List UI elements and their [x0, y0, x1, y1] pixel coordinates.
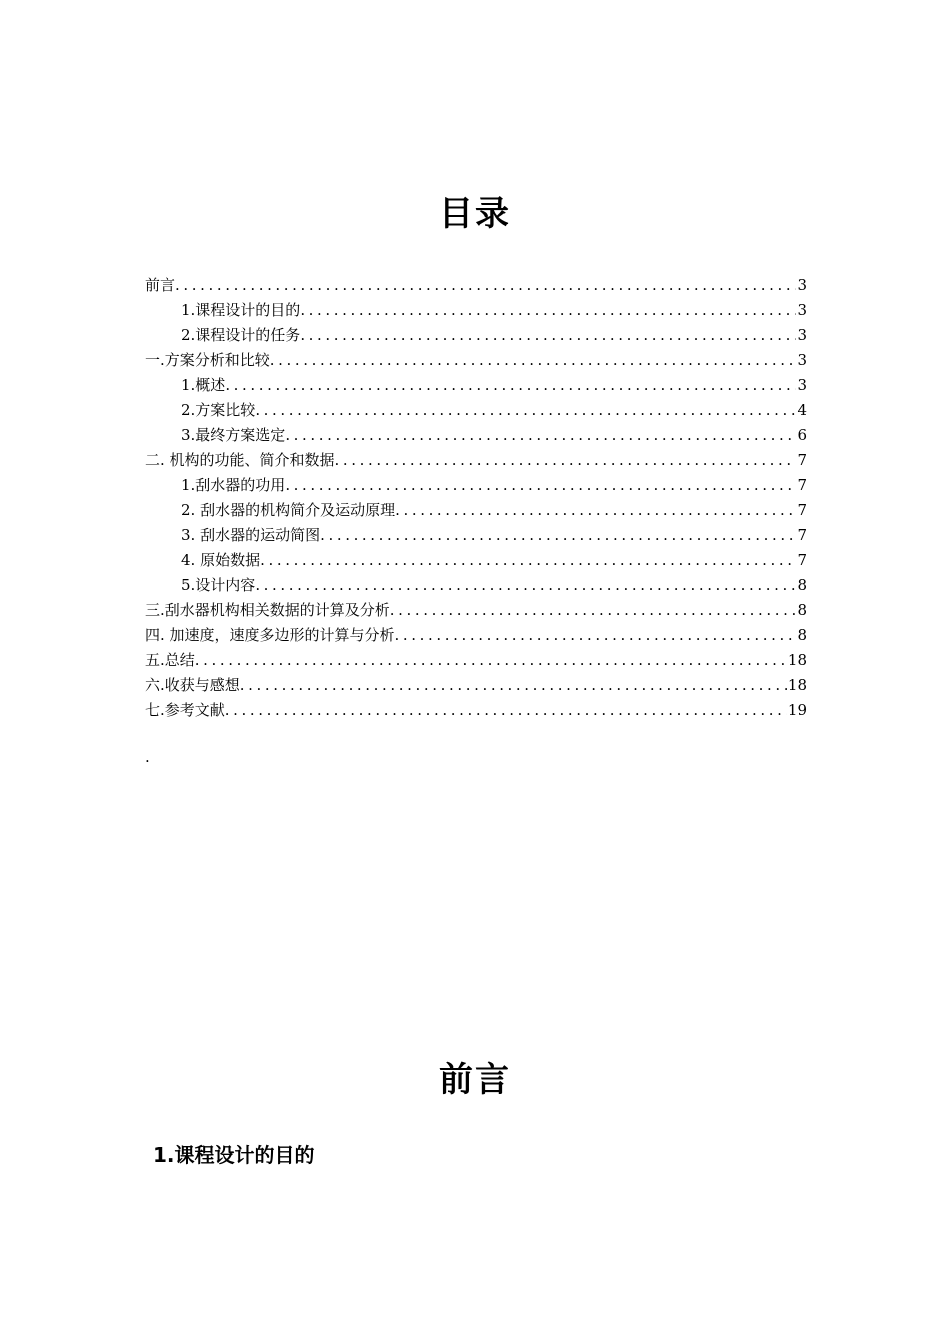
- toc-entry[interactable]: [145, 348, 807, 373]
- toc-title: 目录: [439, 194, 511, 234]
- toc-entry[interactable]: [145, 498, 807, 523]
- toc-page-number: 6: [797, 426, 807, 444]
- toc-page-number: 4: [797, 401, 807, 419]
- toc-entry-text: 2.课程设计的任务: [181, 326, 301, 344]
- toc-dot-leader: [390, 598, 797, 623]
- toc-entry-text: 2. 刮水器的机构简介及运动原理: [181, 501, 396, 519]
- toc-page-number: 3: [797, 351, 807, 369]
- toc-page-number: 7: [797, 451, 807, 469]
- toc-entry[interactable]: [145, 273, 807, 298]
- toc-entry-text: 一.方案分析和比较: [145, 351, 270, 369]
- toc-dot-leader: [225, 698, 787, 723]
- toc-page-number: 8: [797, 626, 807, 644]
- toc-page-number: 19: [787, 701, 807, 719]
- toc-page-number: 7: [797, 526, 807, 544]
- toc-page-number: 18: [787, 651, 807, 669]
- toc-page-number: 7: [797, 551, 807, 569]
- toc-page-number: 3: [797, 326, 807, 344]
- toc-entry[interactable]: [145, 298, 807, 323]
- toc-dot-leader: [255, 573, 796, 598]
- toc-entry-text: 4. 原始数据: [181, 551, 261, 569]
- toc-entry[interactable]: [145, 523, 807, 548]
- toc-dot-leader: [240, 673, 787, 698]
- toc-dot-leader: [270, 348, 797, 373]
- toc-dot-leader: [225, 373, 796, 398]
- toc-dot-leader: [335, 448, 797, 473]
- toc-entry-text: 六.收获与感想: [145, 676, 240, 694]
- toc-dot-leader: [395, 623, 797, 648]
- toc-entry-text: 1.概述: [181, 376, 226, 394]
- toc-entry-text: 3.最终方案选定: [181, 426, 286, 444]
- toc-entry[interactable]: [145, 423, 807, 448]
- toc-entry-text: 七.参考文献: [145, 701, 225, 719]
- toc-dot-leader: [320, 523, 796, 548]
- toc-dot-leader: [255, 398, 796, 423]
- toc-entry[interactable]: [145, 448, 807, 473]
- toc-entry[interactable]: [145, 648, 807, 673]
- preface-title: 前言: [439, 1060, 511, 1100]
- toc-dot-leader: [285, 473, 796, 498]
- toc-dot-leader: [395, 498, 796, 523]
- toc-dot-leader: [285, 423, 796, 448]
- toc-entry[interactable]: [145, 473, 807, 498]
- toc-dot-leader: [300, 298, 796, 323]
- toc-page-number: 18: [787, 676, 807, 694]
- toc-entry-text: 3. 刮水器的运动简图: [181, 526, 321, 544]
- toc-page-number: 3: [797, 376, 807, 394]
- toc-page-number: 7: [797, 476, 807, 494]
- toc-entry[interactable]: [145, 398, 807, 423]
- toc-entry-text: 5.设计内容: [181, 576, 256, 594]
- toc-dot-leader: [175, 273, 796, 298]
- toc-entry-text: 前言: [145, 276, 176, 294]
- toc-page-number: 7: [797, 501, 807, 519]
- section-heading: 1.课程设计的目的: [153, 1143, 315, 1167]
- toc-entry[interactable]: [145, 373, 807, 398]
- toc-entry[interactable]: [145, 598, 807, 623]
- toc-entry-text: 二. 机构的功能、简介和数据: [145, 451, 335, 469]
- toc-dot-leader: [195, 648, 787, 673]
- table-of-contents: [145, 273, 807, 723]
- toc-dot-leader: [300, 323, 796, 348]
- toc-entry[interactable]: [145, 548, 807, 573]
- toc-entry-text: 五.总结: [145, 651, 195, 669]
- stray-mark: .: [145, 748, 150, 766]
- toc-entry[interactable]: [145, 573, 807, 598]
- toc-entry-text: 2.方案比较: [181, 401, 256, 419]
- toc-entry[interactable]: [145, 673, 807, 698]
- toc-entry[interactable]: [145, 623, 807, 648]
- toc-entry-text: 1.课程设计的目的: [181, 301, 301, 319]
- toc-page-number: 8: [797, 601, 807, 619]
- toc-entry-text: 四. 加速度，速度多边形的计算与分析: [145, 626, 395, 644]
- toc-entry-text: 三.刮水器机构相关数据的计算及分析: [145, 601, 390, 619]
- toc-dot-leader: [260, 548, 796, 573]
- toc-page-number: 3: [797, 276, 807, 294]
- toc-entry[interactable]: [145, 698, 807, 723]
- toc-entry-text: 1.刮水器的功用: [181, 476, 286, 494]
- toc-page-number: 3: [797, 301, 807, 319]
- toc-entry[interactable]: [145, 323, 807, 348]
- toc-page-number: 8: [797, 576, 807, 594]
